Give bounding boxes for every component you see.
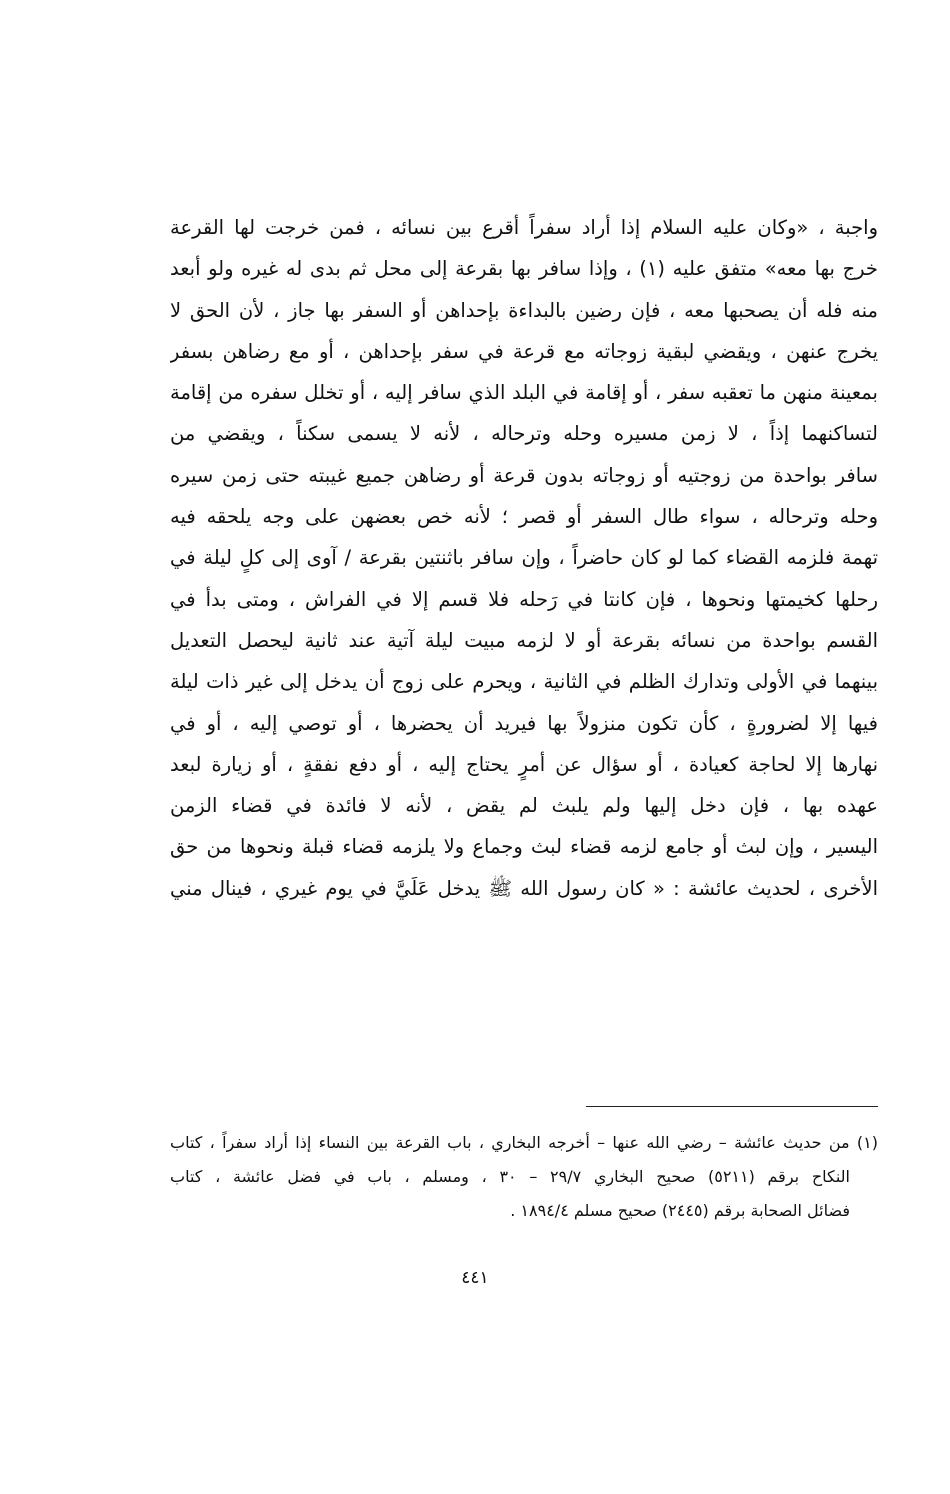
main-text (170, 207, 878, 909)
footnote-divider (586, 1106, 878, 1107)
text-line: وحله وترحاله ، سواء طال السفر أو قصر ؛ لأنه خص بعضهن على وجه يلحقه فيه (170, 505, 878, 529)
text-line: سافر بواحدة من زوجتيه أو زوجاته بدون قرعة أو رضاهن جميع غيبته حتى زمن سيره (170, 463, 878, 487)
text-line: عهده بها ، فإن دخل إليها ولم يلبث لم يقض ، لأنه لا فائدة في قضاء الزمن (170, 794, 878, 818)
text-line: واجبة ، «وكان عليه السلام إذا أراد سفراً أقرع بين نسائه ، فمن خرجت لها القرعة (170, 216, 878, 239)
text-line: بينهما في الأولى وتدارك الظلم في الثانية ، ويحرم على زوج أن يدخل إلى غير ذات ليلة (170, 670, 878, 694)
text-line: القسم بواحدة من نسائه بقرعة أو لا لزمه مبيت ليلة آتية عند ثانية ليحصل التعديل (170, 628, 878, 652)
text-line: رحلها كخيمتها ونحوها ، فإن كانتا في رَحله فلا قسم إلا في الفراش ، ومتى بدأ في (170, 587, 878, 611)
footnote-line: فضائل الصحابة برقم (٢٤٤٥) صحيح مسلم ١٨٩٤/٤ . (510, 1201, 850, 1220)
footnote-line: النكاح برقم (٥٢١١) صحيح البخاري ٢٩/٧ – ٣٠ ، ومسلم ، باب في فضل عائشة ، كتاب (170, 1167, 851, 1186)
footnotes (170, 1126, 878, 1228)
text-line: منه فله أن يصحبها معه ، فإن رضين بالبداءة بإحداهن أو السفر بها جاز ، لأن الحق لا (170, 298, 878, 322)
text-line: بمعينة منهن ما تعقبه سفر ، أو إقامة في البلد الذي سافر إليه ، أو تخلل سفره من إقامة (170, 381, 878, 405)
footnote-line: (١) من حديث عائشة – رضي الله عنها – أخرجه البخاري ، باب القرعة بين النساء إذا أراد سفراً ، كتاب (170, 1133, 878, 1152)
text-line: اليسير ، وإن لبث أو جامع لزمه قضاء لبث وجماع ولا يلزمه قضاء قبلة ونحوها من حق (170, 835, 878, 859)
text-line: تهمة فلزمه القضاء كما لو كان حاضراً ، وإن سافر باثنتين بقرعة / آوى إلى كلٍ ليلة في (170, 546, 878, 570)
text-line: نهارها إلا لحاجة كعيادة ، أو سؤال عن أمرٍ يحتاج إليه ، أو دفع نفقةٍ ، أو زيارة لبعد (170, 752, 878, 776)
text-line: يخرج عنهن ، ويقضي لبقية زوجاته مع قرعة في سفر بإحداهن ، أو مع رضاهن بسفر (170, 339, 878, 363)
text-line: خرج بها معه» متفق عليه (١) ، وإذا سافر بها بقرعة إلى محل ثم بدى له غيره ولو أبعد (170, 257, 878, 281)
text-line: فيها إلا لضرورةٍ ، كأن تكون منزولاً بها فيريد أن يحضرها ، أو توصي إليه ، أو في (170, 711, 878, 735)
page-number: ٤٤١ (461, 1268, 489, 1288)
text-line: لتساكنهما إذاً ، لا زمن مسيره وحله وترحاله ، لأنه لا يسمى سكناً ، ويقضي من (170, 422, 878, 446)
text-line: الأخرى ، لحديث عائشة : « كان رسول الله ﷺ يدخل عَلَيَّ في يوم غيري ، فينال مني (170, 876, 878, 900)
